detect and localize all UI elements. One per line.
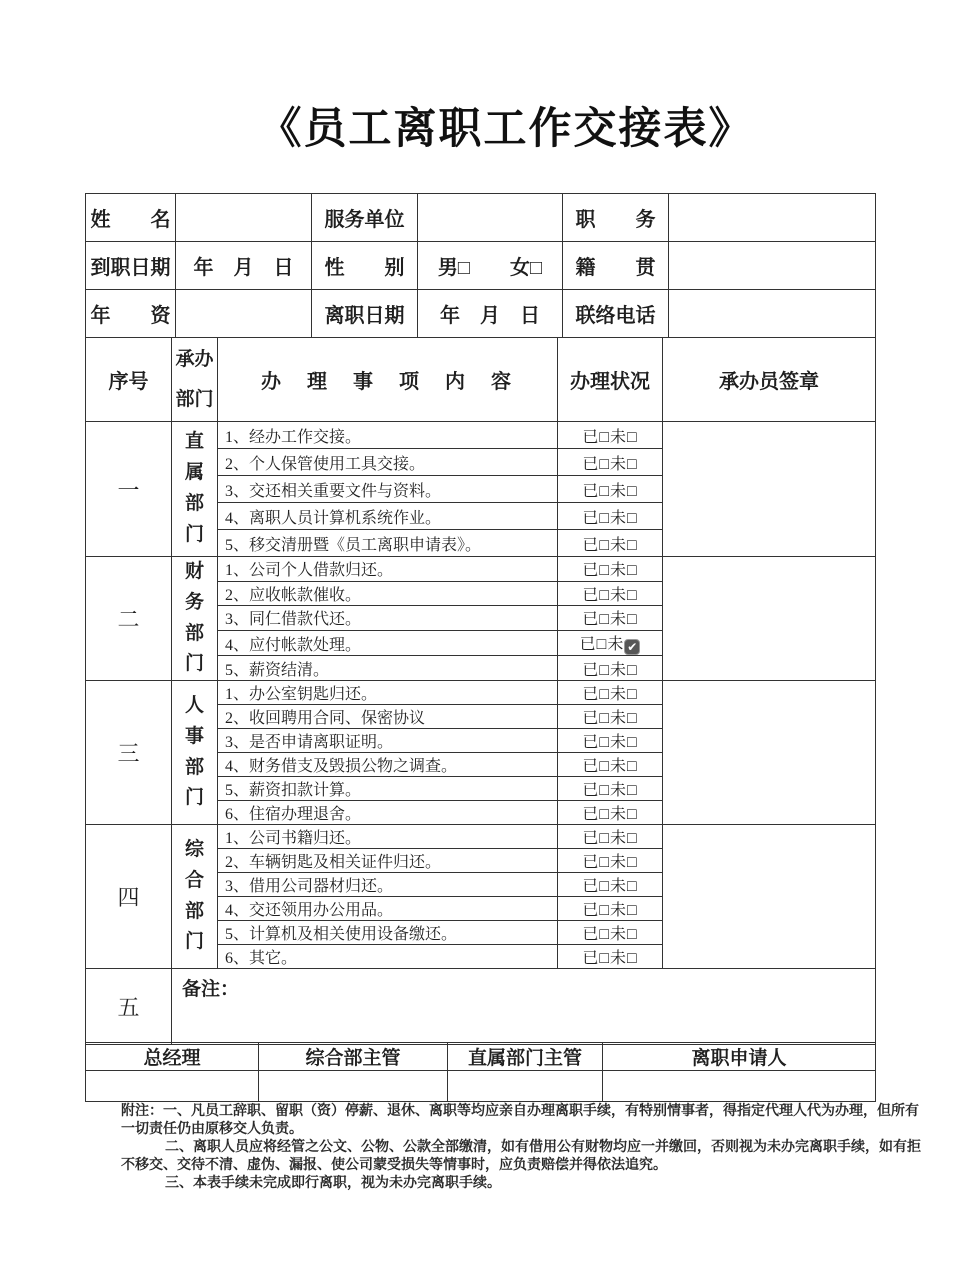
task-item: 4、应付帐款处理。 <box>218 630 558 656</box>
status-options: 已□未□ <box>558 530 663 557</box>
task-item: 3、交还相关重要文件与资料。 <box>218 476 558 503</box>
task-item: 3、同仁借款代还。 <box>218 606 558 631</box>
status-options: 已□未□ <box>558 476 663 503</box>
section-3-row <box>86 681 876 705</box>
hire-date-label: 到职日期 <box>86 242 176 290</box>
gender-label: 性 别 <box>312 242 418 290</box>
header-status: 办理状况 <box>558 338 663 422</box>
status-options: 已□未□ <box>558 729 663 753</box>
info-row-3 <box>86 290 876 338</box>
name-value-cell <box>176 194 312 242</box>
task-item: 6、其它。 <box>218 945 558 969</box>
footnote-line: 附注：一、凡员工辞职、留职（资）停薪、退休、离职等均应亲自办理离职手续，有特别情事者，得指定代理人代为办理，但所有 <box>121 1102 919 1118</box>
remarks-label: 备注： <box>182 979 240 1001</box>
footnotes <box>121 1101 951 1191</box>
task-item: 5、薪资扣款计算。 <box>218 777 558 801</box>
section-1-number: 一 <box>86 422 172 557</box>
position-value-cell <box>669 194 876 242</box>
section-3-number: 三 <box>86 681 172 825</box>
signer-resignation-applicant: 离职申请人 <box>603 1043 876 1071</box>
gender-options-cell: 男□ 女□ <box>418 242 563 290</box>
section-5-number: 五 <box>86 969 172 1045</box>
status-options: 已□未□ <box>558 449 663 476</box>
section-4-row <box>86 825 876 849</box>
status-options: 已□未□ <box>558 921 663 945</box>
leave-date-label: 离职日期 <box>312 290 418 338</box>
section-2-number: 二 <box>86 557 172 681</box>
task-item: 2、车辆钥匙及相关证件归还。 <box>218 849 558 873</box>
task-item: 5、移交清册暨《员工离职申请表》。 <box>218 530 558 557</box>
section-4-department <box>172 825 218 969</box>
section-2-department <box>172 557 218 681</box>
signature-cell <box>259 1071 448 1102</box>
task-item: 4、财务借支及毁损公物之调查。 <box>218 753 558 777</box>
footnote-line: 不移交、交待不清、虚伪、漏报、使公司蒙受损失等情事时，应负责赔偿并得依法追究。 <box>121 1156 667 1172</box>
status-options: 已□未□ <box>558 753 663 777</box>
signature-cell <box>663 825 876 969</box>
signature-cell <box>448 1071 603 1102</box>
task-item: 1、办公室钥匙归还。 <box>218 681 558 705</box>
task-item: 4、交还领用办公用品。 <box>218 897 558 921</box>
header-content: 办 理 事 项 内 容 <box>218 338 558 422</box>
signer-direct-dept-supervisor: 直属部门主管 <box>448 1043 603 1071</box>
signature-label-row <box>86 1043 876 1071</box>
name-label: 姓 名 <box>86 194 176 242</box>
status-options: 已□未□ <box>558 606 663 631</box>
task-item: 3、借用公司器材归还。 <box>218 873 558 897</box>
seniority-value-cell <box>176 290 312 338</box>
status-options: 已□未□ <box>558 422 663 449</box>
department-label: 财务部门 <box>184 561 204 675</box>
remarks-cell <box>172 969 876 1045</box>
task-item: 4、离职人员计算机系统作业。 <box>218 503 558 530</box>
status-options: 已□未□ <box>558 873 663 897</box>
native-place-label: 籍 贯 <box>563 242 669 290</box>
header-dept-label: 承办部门 <box>175 348 214 410</box>
signer-general-manager: 总经理 <box>86 1043 259 1071</box>
task-item: 1、公司个人借款归还。 <box>218 557 558 582</box>
status-options: 已□未□ <box>558 897 663 921</box>
status-options: 已□未□ <box>558 656 663 681</box>
status-options: 已□未□ <box>558 557 663 582</box>
remarks-row <box>86 969 876 1045</box>
task-item: 3、是否申请离职证明。 <box>218 729 558 753</box>
status-options: 已□未□ <box>558 681 663 705</box>
section-3-department <box>172 681 218 825</box>
department-label: 直属部门 <box>184 431 204 545</box>
hire-date-value-cell: 年 月 日 <box>176 242 312 290</box>
section-2-row <box>86 557 876 582</box>
signature-cell <box>663 681 876 825</box>
task-item: 2、收回聘用合同、保密协议 <box>218 705 558 729</box>
section-4-number: 四 <box>86 825 172 969</box>
task-item: 5、薪资结清。 <box>218 656 558 681</box>
status-options: 已□未□ <box>558 705 663 729</box>
status-options: 已□未□ <box>558 849 663 873</box>
info-row-2 <box>86 242 876 290</box>
signature-cell <box>663 557 876 681</box>
employee-info-table <box>85 193 876 338</box>
task-item: 2、个人保管使用工具交接。 <box>218 449 558 476</box>
task-item: 6、住宿办理退舍。 <box>218 801 558 825</box>
footnote-line: 一切责任仍由原移交人负责。 <box>121 1120 303 1136</box>
task-item: 1、公司书籍归还。 <box>218 825 558 849</box>
task-item: 2、应收帐款催收。 <box>218 581 558 606</box>
service-unit-value-cell <box>418 194 563 242</box>
status-options: 已□未□ <box>558 777 663 801</box>
section-1-row <box>86 422 876 449</box>
header-sign: 承办员签章 <box>663 338 876 422</box>
position-label: 职 务 <box>563 194 669 242</box>
handover-checklist-table <box>85 337 876 1045</box>
footnote-line: 二、离职人员应将经管之公文、公物、公款全部缴清，如有借用公有财物均应一并缴回，否则视为未办完离职手续，如有拒 <box>165 1138 921 1154</box>
department-label: 人事部门 <box>184 695 204 809</box>
signature-blank-row <box>86 1071 876 1102</box>
status-options-text: 已□未 <box>579 636 625 654</box>
checklist-header-row <box>86 338 876 422</box>
signature-table <box>85 1042 876 1102</box>
status-options: 已□未□ <box>558 825 663 849</box>
status-options: 已□未□ <box>558 503 663 530</box>
seniority-label: 年 资 <box>86 290 176 338</box>
native-place-value-cell <box>669 242 876 290</box>
leave-date-value-cell: 年 月 日 <box>418 290 563 338</box>
signature-cell <box>86 1071 259 1102</box>
signature-cell <box>663 422 876 557</box>
form-title: 《员工离职工作交接表》 <box>258 105 754 153</box>
contact-phone-value-cell <box>669 290 876 338</box>
info-row-1 <box>86 194 876 242</box>
header-dept <box>172 338 218 422</box>
status-options: 已□未□ <box>558 801 663 825</box>
section-1-department <box>172 422 218 557</box>
task-item: 1、经办工作交接。 <box>218 422 558 449</box>
header-seq: 序号 <box>86 338 172 422</box>
status-options: 已□未□ <box>558 945 663 969</box>
service-unit-label: 服务单位 <box>312 194 418 242</box>
status-options <box>558 630 663 656</box>
task-item: 5、计算机及相关使用设备缴还。 <box>218 921 558 945</box>
department-label: 综合部门 <box>184 839 204 953</box>
contact-phone-label: 联络电话 <box>563 290 669 338</box>
status-options: 已□未□ <box>558 581 663 606</box>
footnote-line: 三、本表手续未完成即行离职，视为未办完离职手续。 <box>165 1174 501 1190</box>
checked-checkbox-icon: ✔ <box>624 639 640 655</box>
signer-general-dept-supervisor: 综合部主管 <box>259 1043 448 1071</box>
signature-cell <box>603 1071 876 1102</box>
